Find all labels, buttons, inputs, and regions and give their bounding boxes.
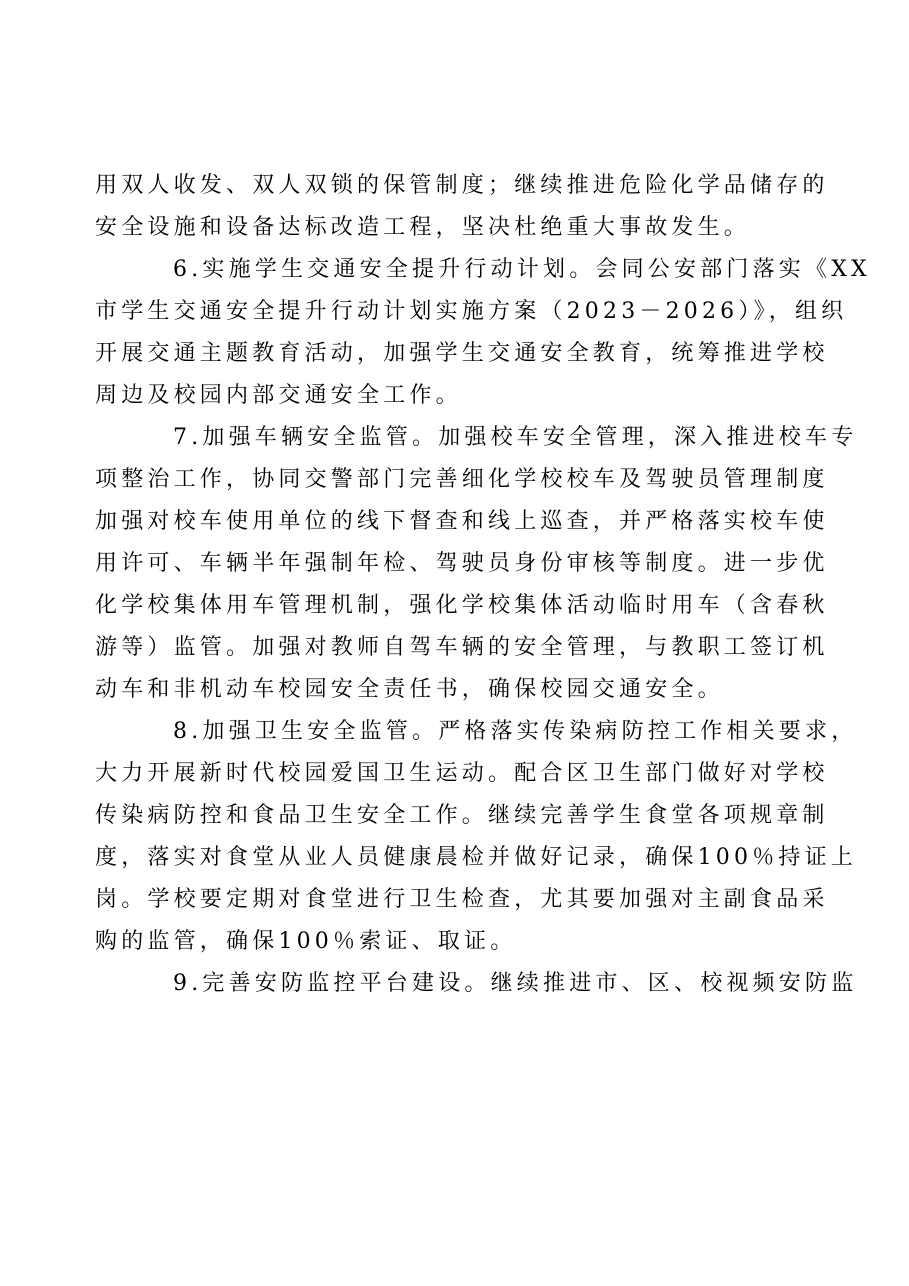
text-line-4: 市学生交通安全提升行动计划实施方案（2023－2026）》，组织 bbox=[95, 299, 848, 324]
text-line-17: 度，落实对食堂从业人员健康晨检并做好记录，确保100％持证上 bbox=[95, 845, 857, 870]
text-line-1: 用双人收发、双人双锁的保管制度；继续推进危险化学品储存的 bbox=[95, 173, 829, 198]
text-line-19: 购的监管，确保100％索证、取证。 bbox=[95, 929, 517, 954]
item-8-heading-line: 8.加强卫生安全监管。严格落实传染病防控工作相关要求， bbox=[173, 719, 858, 744]
text-line-10: 用许可、车辆半年强制年检、驾驶员身份审核等制度。进一步优 bbox=[95, 551, 829, 576]
text-line-15: 大力开展新时代校园爱国卫生运动。配合区卫生部门做好对学校 bbox=[95, 761, 829, 786]
text-line-5: 开展交通主题教育活动，加强学生交通安全教育，统筹推进学校 bbox=[95, 341, 829, 366]
text-line-9: 加强对校车使用单位的线下督查和线上巡查，并严格落实校车使 bbox=[95, 509, 829, 534]
text-line-18: 岗。学校要定期对食堂进行卫生检查，尤其要加强对主副食品采 bbox=[95, 887, 829, 912]
text-line-16: 传染病防控和食品卫生安全工作。继续完善学生食堂各项规章制 bbox=[95, 803, 829, 828]
item-9-heading-line: 9.完善安防监控平台建设。继续推进市、区、校视频安防监 bbox=[173, 971, 858, 996]
text-line-2: 安全设施和设备达标改造工程，坚决杜绝重大事故发生。 bbox=[95, 215, 751, 240]
text-line-6: 周边及校园内部交通安全工作。 bbox=[95, 383, 462, 408]
text-line-12: 游等）监管。加强对教师自驾车辆的安全管理，与教职工签订机 bbox=[95, 635, 829, 660]
text-line-8: 项整治工作，协同交警部门完善细化学校校车及驾驶员管理制度 bbox=[95, 467, 829, 492]
document-body bbox=[95, 165, 871, 1005]
text-line-13: 动车和非机动车校园安全责任书，确保校园交通安全。 bbox=[95, 677, 724, 702]
text-line-11: 化学校集体用车管理机制，强化学校集体活动临时用车（含春秋 bbox=[95, 593, 829, 618]
item-6-heading-line: 6.实施学生交通安全提升行动计划。会同公安部门落实《XX bbox=[173, 257, 871, 282]
item-7-heading-line: 7.加强车辆安全监管。加强校车安全管理，深入推进校车专 bbox=[173, 425, 858, 450]
